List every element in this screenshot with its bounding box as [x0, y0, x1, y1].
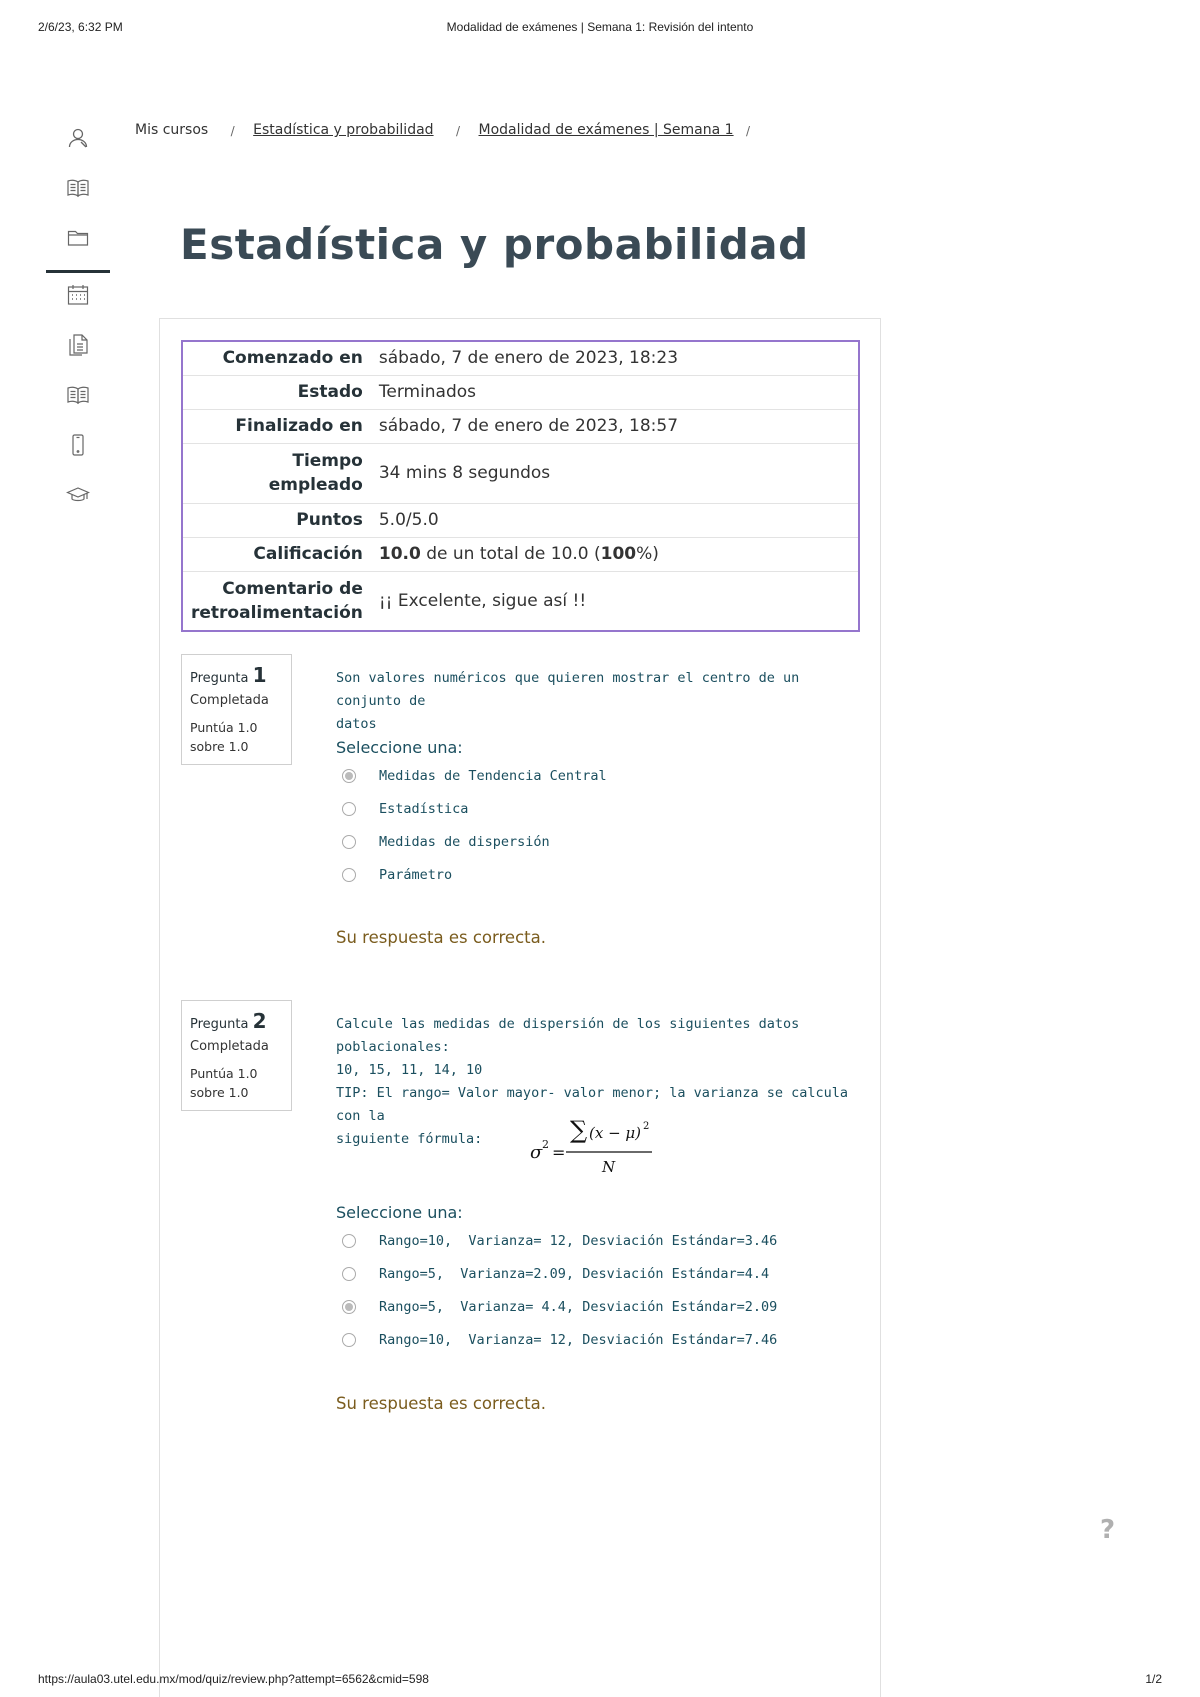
answer-option[interactable]	[336, 1290, 856, 1323]
question-mark-line: Puntúa 1.0	[190, 1066, 258, 1081]
formula-denominator: N	[602, 1158, 616, 1176]
summary-row	[182, 571, 859, 631]
breadcrumb-separator: /	[746, 124, 751, 138]
question-text-line: TIP: El rango= Valor mayor- valor menor; la varianza se calcula con la	[336, 1085, 849, 1124]
question-mark	[190, 1064, 283, 1102]
question-info-box	[181, 654, 292, 765]
answer-options	[336, 1224, 856, 1356]
question-heading	[190, 1009, 283, 1033]
summary-value: 34 mins 8 segundos	[371, 443, 859, 503]
formula-lhs-exponent: 2	[542, 1138, 549, 1151]
summary-key	[182, 571, 371, 631]
breadcrumb-course-link[interactable]: Estadística y probabilidad	[253, 122, 434, 138]
summary-key: Estado	[182, 375, 371, 409]
answer-feedback: Su respuesta es correcta.	[336, 1394, 546, 1413]
radio-button[interactable]	[342, 802, 356, 816]
formula-sigma: ∑	[570, 1116, 588, 1144]
summary-key: Calificación	[182, 537, 371, 571]
radio-button[interactable]	[342, 835, 356, 849]
radio-button-checked[interactable]	[342, 1300, 356, 1314]
summary-key-line: empleado	[268, 475, 363, 495]
question-text-line: Son valores numéricos que quieren mostrar el centro de un conjunto de	[336, 670, 800, 709]
question-text-line: datos	[336, 716, 377, 732]
summary-value	[371, 537, 859, 571]
answer-option-label: Rango=5, Varianza= 4.4, Desviación Estándar=2.09	[379, 1298, 778, 1315]
question-text-line: Calcule las medidas de dispersión de los siguientes datos poblacionales:	[336, 1016, 800, 1055]
radio-button[interactable]	[342, 1333, 356, 1347]
answer-option[interactable]	[336, 858, 856, 891]
answer-option[interactable]	[336, 825, 856, 858]
summary-row	[182, 375, 859, 409]
question-text-line: siguiente fórmula:	[336, 1131, 483, 1147]
select-one-label: Seleccione una:	[336, 1203, 463, 1222]
summary-value: sábado, 7 de enero de 2023, 18:23	[378, 348, 679, 369]
question-label: Pregunta	[190, 671, 249, 686]
attempt-summary-table	[181, 340, 860, 632]
breadcrumb-separator: /	[230, 124, 235, 138]
radio-button-checked[interactable]	[342, 769, 356, 783]
summary-row	[182, 537, 859, 571]
answer-option-label: Estadística	[379, 800, 469, 817]
answer-option[interactable]	[336, 1323, 856, 1356]
question-mark-line: sobre 1.0	[190, 739, 249, 754]
question-text	[336, 667, 856, 736]
answer-option-label: Medidas de dispersión	[379, 833, 550, 850]
question-mark-line: sobre 1.0	[190, 1085, 249, 1100]
active-nav-indicator	[46, 270, 110, 273]
breadcrumb-quiz-link[interactable]: Modalidad de exámenes | Semana 1	[478, 122, 734, 138]
question-label: Pregunta	[190, 1017, 249, 1032]
grade-total: de un total de 10.0 (	[420, 544, 601, 564]
summary-value: ¡¡ Excelente, sigue así !!	[371, 571, 859, 631]
question-text-line: 10, 15, 11, 14, 10	[336, 1062, 483, 1078]
summary-key: Puntos	[182, 503, 371, 537]
help-icon[interactable]: ?	[1100, 1515, 1116, 1545]
summary-row	[182, 341, 859, 375]
book-icon[interactable]	[46, 168, 110, 208]
summary-key-line: retroalimentación	[191, 602, 363, 623]
summary-key: Finalizado en	[182, 409, 371, 443]
question-mark-line: Puntúa 1.0	[190, 720, 258, 735]
user-icon[interactable]	[46, 118, 110, 158]
print-footer	[38, 1672, 1162, 1688]
question-info-box	[181, 1000, 292, 1111]
mobile-icon[interactable]	[46, 425, 110, 465]
book-icon[interactable]	[46, 375, 110, 415]
question-heading	[190, 663, 283, 687]
print-title: Modalidad de exámenes | Semana 1: Revisión del intento	[446, 20, 754, 34]
summary-value: Terminados	[371, 375, 859, 409]
summary-row	[182, 443, 859, 503]
answer-option-label: Parámetro	[379, 866, 453, 883]
question-number: 1	[252, 663, 267, 687]
print-page-number: 1/2	[1145, 1672, 1162, 1686]
radio-button[interactable]	[342, 1234, 356, 1248]
print-date: 2/6/23, 6:32 PM	[38, 20, 123, 34]
select-one-label: Seleccione una:	[336, 738, 463, 757]
formula-lhs: σ	[530, 1142, 543, 1163]
formula-numerator-exponent: 2	[643, 1121, 650, 1132]
answer-options	[336, 759, 856, 891]
radio-button[interactable]	[342, 868, 356, 882]
answer-option-label: Rango=5, Varianza=2.09, Desviación Estándar=4.4	[379, 1265, 770, 1282]
answer-option-label: Rango=10, Varianza= 12, Desviación Estándar=7.46	[379, 1331, 778, 1348]
summary-row	[182, 409, 859, 443]
grade-value: 10.0	[378, 544, 421, 564]
grade-end: %)	[636, 544, 659, 564]
breadcrumb	[135, 122, 764, 138]
print-header	[38, 20, 1162, 36]
answer-feedback: Su respuesta es correcta.	[336, 928, 546, 947]
summary-key	[182, 443, 371, 503]
question-state: Completada	[190, 1039, 269, 1054]
summary-key-line: Tiempo	[292, 451, 363, 471]
answer-option-label: Medidas de Tendencia Central	[379, 767, 607, 784]
formula-numerator: (x − μ)	[589, 1124, 642, 1142]
summary-value: sábado, 7 de enero de 2023, 18:57	[371, 409, 859, 443]
radio-button[interactable]	[342, 1267, 356, 1281]
calendar-icon[interactable]	[46, 275, 110, 315]
summary-key: Comenzado en	[222, 348, 363, 369]
question-state: Completada	[190, 693, 269, 708]
summary-key-line: Comentario de	[222, 578, 363, 599]
answer-option[interactable]	[336, 792, 856, 825]
summary-row	[182, 503, 859, 537]
graduation-cap-icon[interactable]	[46, 475, 110, 515]
files-icon[interactable]	[46, 325, 110, 365]
question-mark	[190, 718, 283, 756]
formula-equals: =	[552, 1143, 566, 1162]
question-number: 2	[252, 1009, 267, 1033]
breadcrumb-my-courses[interactable]: Mis cursos	[135, 122, 209, 138]
answer-option[interactable]	[336, 1257, 856, 1290]
folder-icon[interactable]	[46, 218, 110, 258]
answer-option[interactable]	[336, 759, 856, 792]
answer-option[interactable]	[336, 1224, 856, 1257]
answer-option-label: Rango=10, Varianza= 12, Desviación Estándar=3.46	[379, 1232, 778, 1249]
page-title: Estadística y probabilidad	[180, 220, 809, 269]
summary-value: 5.0/5.0	[371, 503, 859, 537]
print-url: https://aula03.utel.edu.mx/mod/quiz/review.php?attempt=6562&cmid=598	[38, 1672, 429, 1686]
grade-percent: 100	[600, 544, 637, 564]
variance-formula	[520, 1110, 660, 1180]
breadcrumb-separator: /	[456, 124, 461, 138]
